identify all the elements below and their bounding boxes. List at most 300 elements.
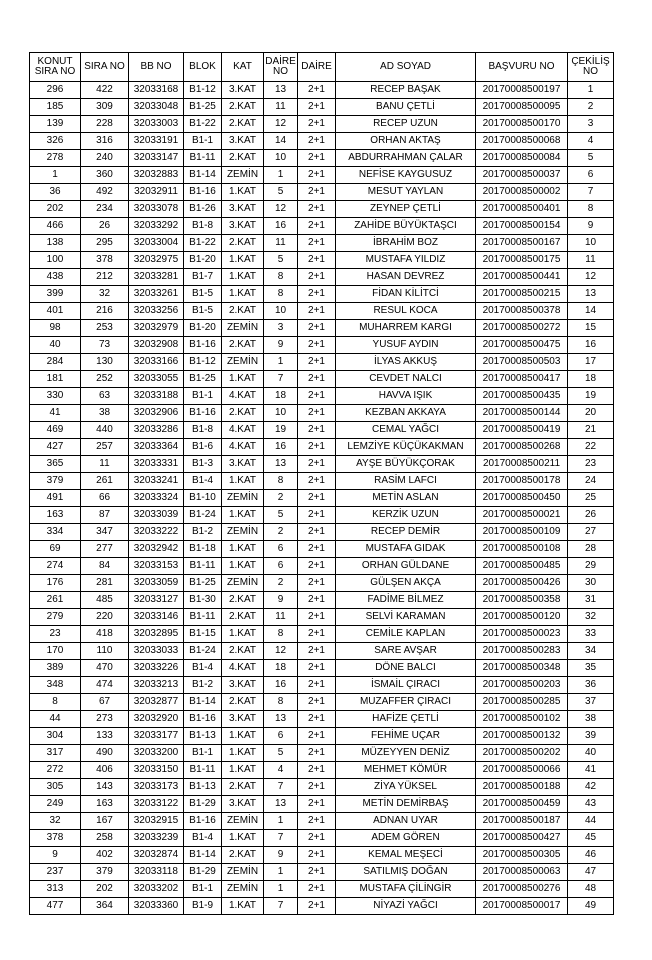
basvuru-no-cell: 20170008500441	[476, 269, 568, 286]
daire-no-cell: 18	[264, 388, 298, 405]
bb-no-cell: 32033146	[129, 609, 184, 626]
sira-no-cell: 258	[81, 830, 129, 847]
cekilis-no-cell: 3	[568, 116, 614, 133]
daire-cell: 2+1	[298, 439, 336, 456]
bb-no-cell: 32033226	[129, 660, 184, 677]
cekilis-no-cell: 44	[568, 813, 614, 830]
table-row	[30, 252, 614, 269]
kat-cell: 3.KAT	[222, 456, 264, 473]
bb-no-cell: 32033147	[129, 150, 184, 167]
konut-sira-no-cell: 98	[30, 320, 81, 337]
basvuru-no-cell: 20170008500426	[476, 575, 568, 592]
daire-cell: 2+1	[298, 796, 336, 813]
sira-no-cell: 309	[81, 99, 129, 116]
table-row	[30, 796, 614, 813]
konut-sira-no-cell: 163	[30, 507, 81, 524]
table-row	[30, 660, 614, 677]
blok-cell: B1-8	[184, 422, 222, 439]
sira-no-cell: 252	[81, 371, 129, 388]
table-row	[30, 609, 614, 626]
konut-sira-no-cell: 9	[30, 847, 81, 864]
sira-no-cell: 277	[81, 541, 129, 558]
header-daire: DAİRE	[298, 53, 336, 82]
daire-cell: 2+1	[298, 881, 336, 898]
daire-cell: 2+1	[298, 133, 336, 150]
konut-sira-no-cell: 139	[30, 116, 81, 133]
konut-sira-no-cell: 44	[30, 711, 81, 728]
sira-no-cell: 130	[81, 354, 129, 371]
ad-soyad-cell: ORHAN GÜLDANE	[336, 558, 476, 575]
table-row	[30, 116, 614, 133]
header-daire-no: DAİRE NO	[264, 53, 298, 82]
sira-no-cell: 212	[81, 269, 129, 286]
bb-no-cell: 32033191	[129, 133, 184, 150]
table-row	[30, 643, 614, 660]
blok-cell: B1-20	[184, 320, 222, 337]
cekilis-no-cell: 24	[568, 473, 614, 490]
ad-soyad-cell: MUHARREM KARGI	[336, 320, 476, 337]
daire-no-cell: 7	[264, 898, 298, 915]
bb-no-cell: 32033048	[129, 99, 184, 116]
table-row	[30, 541, 614, 558]
konut-sira-no-cell: 378	[30, 830, 81, 847]
cekilis-no-cell: 10	[568, 235, 614, 252]
cekilis-no-cell: 38	[568, 711, 614, 728]
cekilis-no-cell: 47	[568, 864, 614, 881]
konut-sira-no-cell: 36	[30, 184, 81, 201]
kat-cell: 2.KAT	[222, 99, 264, 116]
blok-cell: B1-1	[184, 388, 222, 405]
bb-no-cell: 32033324	[129, 490, 184, 507]
daire-cell: 2+1	[298, 167, 336, 184]
kat-cell: 1.KAT	[222, 473, 264, 490]
basvuru-no-cell: 20170008500459	[476, 796, 568, 813]
basvuru-no-cell: 20170008500109	[476, 524, 568, 541]
blok-cell: B1-16	[184, 405, 222, 422]
ad-soyad-cell: RECEP UZUN	[336, 116, 476, 133]
konut-sira-no-cell: 185	[30, 99, 81, 116]
basvuru-no-cell: 20170008500068	[476, 133, 568, 150]
kat-cell: 1.KAT	[222, 371, 264, 388]
cekilis-no-cell: 5	[568, 150, 614, 167]
bb-no-cell: 32033118	[129, 864, 184, 881]
bb-no-cell: 32033153	[129, 558, 184, 575]
basvuru-no-cell: 20170008500023	[476, 626, 568, 643]
daire-cell: 2+1	[298, 558, 336, 575]
blok-cell: B1-7	[184, 269, 222, 286]
ad-soyad-cell: KERZİK UZUN	[336, 507, 476, 524]
header-kat: KAT	[222, 53, 264, 82]
ad-soyad-cell: İBRAHİM BOZ	[336, 235, 476, 252]
konut-sira-no-cell: 313	[30, 881, 81, 898]
sira-no-cell: 253	[81, 320, 129, 337]
bb-no-cell: 32033166	[129, 354, 184, 371]
daire-no-cell: 7	[264, 371, 298, 388]
basvuru-no-cell: 20170008500102	[476, 711, 568, 728]
bb-no-cell: 32033188	[129, 388, 184, 405]
basvuru-no-cell: 20170008500202	[476, 745, 568, 762]
basvuru-no-cell: 20170008500154	[476, 218, 568, 235]
ad-soyad-cell: MUSTAFA YILDIZ	[336, 252, 476, 269]
kat-cell: 1.KAT	[222, 728, 264, 745]
daire-no-cell: 12	[264, 643, 298, 660]
konut-sira-no-cell: 438	[30, 269, 81, 286]
basvuru-no-cell: 20170008500066	[476, 762, 568, 779]
kat-cell: 1.KAT	[222, 541, 264, 558]
bb-no-cell: 32033004	[129, 235, 184, 252]
basvuru-no-cell: 20170008500084	[476, 150, 568, 167]
table-row	[30, 201, 614, 218]
konut-sira-no-cell: 304	[30, 728, 81, 745]
table-row	[30, 422, 614, 439]
header-cekilis-no: ÇEKİLİŞ NO	[568, 53, 614, 82]
ad-soyad-cell: FEHİME UÇAR	[336, 728, 476, 745]
cekilis-no-cell: 34	[568, 643, 614, 660]
cekilis-no-cell: 18	[568, 371, 614, 388]
bb-no-cell: 32032883	[129, 167, 184, 184]
table-row	[30, 677, 614, 694]
daire-cell: 2+1	[298, 235, 336, 252]
daire-no-cell: 1	[264, 167, 298, 184]
daire-cell: 2+1	[298, 541, 336, 558]
blok-cell: B1-15	[184, 626, 222, 643]
daire-no-cell: 2	[264, 490, 298, 507]
konut-sira-no-cell: 202	[30, 201, 81, 218]
sira-no-cell: 240	[81, 150, 129, 167]
daire-cell: 2+1	[298, 524, 336, 541]
kat-cell: 2.KAT	[222, 592, 264, 609]
cekilis-no-cell: 22	[568, 439, 614, 456]
kat-cell: 2.KAT	[222, 235, 264, 252]
daire-no-cell: 2	[264, 524, 298, 541]
daire-no-cell: 9	[264, 847, 298, 864]
bb-no-cell: 32033200	[129, 745, 184, 762]
table-body	[30, 82, 614, 915]
blok-cell: B1-16	[184, 337, 222, 354]
daire-no-cell: 4	[264, 762, 298, 779]
bb-no-cell: 32033033	[129, 643, 184, 660]
daire-cell: 2+1	[298, 711, 336, 728]
blok-cell: B1-11	[184, 558, 222, 575]
basvuru-no-cell: 20170008500203	[476, 677, 568, 694]
ad-soyad-cell: KEMAL MEŞECİ	[336, 847, 476, 864]
konut-sira-no-cell: 261	[30, 592, 81, 609]
ad-soyad-cell: DÖNE BALCI	[336, 660, 476, 677]
ad-soyad-cell: METİN DEMİRBAŞ	[336, 796, 476, 813]
blok-cell: B1-25	[184, 99, 222, 116]
blok-cell: B1-20	[184, 252, 222, 269]
blok-cell: B1-14	[184, 847, 222, 864]
sira-no-cell: 67	[81, 694, 129, 711]
daire-cell: 2+1	[298, 422, 336, 439]
kat-cell: 3.KAT	[222, 677, 264, 694]
basvuru-no-cell: 20170008500215	[476, 286, 568, 303]
basvuru-no-cell: 20170008500475	[476, 337, 568, 354]
table-row	[30, 320, 614, 337]
blok-cell: B1-4	[184, 830, 222, 847]
daire-cell: 2+1	[298, 184, 336, 201]
daire-cell: 2+1	[298, 388, 336, 405]
basvuru-no-cell: 20170008500175	[476, 252, 568, 269]
daire-cell: 2+1	[298, 898, 336, 915]
bb-no-cell: 32033059	[129, 575, 184, 592]
ad-soyad-cell: İLYAS AKKUŞ	[336, 354, 476, 371]
ad-soyad-cell: CEVDET NALCI	[336, 371, 476, 388]
header-basvuru-no: BAŞVURU NO	[476, 53, 568, 82]
daire-no-cell: 13	[264, 456, 298, 473]
ad-soyad-cell: MUSTAFA GIDAK	[336, 541, 476, 558]
table-row	[30, 728, 614, 745]
kat-cell: ZEMİN	[222, 354, 264, 371]
blok-cell: B1-25	[184, 371, 222, 388]
ad-soyad-cell: FİDAN KİLİTCİ	[336, 286, 476, 303]
blok-cell: B1-8	[184, 218, 222, 235]
table-row	[30, 881, 614, 898]
cekilis-no-cell: 36	[568, 677, 614, 694]
bb-no-cell: 32033239	[129, 830, 184, 847]
table-row	[30, 490, 614, 507]
sira-no-cell: 360	[81, 167, 129, 184]
blok-cell: B1-13	[184, 728, 222, 745]
ad-soyad-cell: SELVİ KARAMAN	[336, 609, 476, 626]
daire-cell: 2+1	[298, 864, 336, 881]
konut-sira-no-cell: 379	[30, 473, 81, 490]
sira-no-cell: 167	[81, 813, 129, 830]
ad-soyad-cell: MUSTAFA ÇİLİNGİR	[336, 881, 476, 898]
cekilis-no-cell: 49	[568, 898, 614, 915]
konut-sira-no-cell: 32	[30, 813, 81, 830]
table-row	[30, 762, 614, 779]
bb-no-cell: 32033261	[129, 286, 184, 303]
cekilis-no-cell: 16	[568, 337, 614, 354]
ad-soyad-cell: NEFİSE KAYGUSUZ	[336, 167, 476, 184]
cekilis-no-cell: 12	[568, 269, 614, 286]
kat-cell: 1.KAT	[222, 184, 264, 201]
daire-no-cell: 8	[264, 473, 298, 490]
konut-sira-no-cell: 427	[30, 439, 81, 456]
konut-sira-no-cell: 69	[30, 541, 81, 558]
sira-no-cell: 87	[81, 507, 129, 524]
basvuru-no-cell: 20170008500002	[476, 184, 568, 201]
table-row	[30, 830, 614, 847]
blok-cell: B1-2	[184, 677, 222, 694]
daire-cell: 2+1	[298, 830, 336, 847]
cekilis-no-cell: 8	[568, 201, 614, 218]
konut-sira-no-cell: 170	[30, 643, 81, 660]
basvuru-no-cell: 20170008500503	[476, 354, 568, 371]
konut-sira-no-cell: 23	[30, 626, 81, 643]
bb-no-cell: 32032877	[129, 694, 184, 711]
cekilis-no-cell: 4	[568, 133, 614, 150]
daire-no-cell: 6	[264, 541, 298, 558]
basvuru-no-cell: 20170008500435	[476, 388, 568, 405]
sira-no-cell: 492	[81, 184, 129, 201]
table-row	[30, 456, 614, 473]
kat-cell: 3.KAT	[222, 711, 264, 728]
cekilis-no-cell: 40	[568, 745, 614, 762]
basvuru-no-cell: 20170008500021	[476, 507, 568, 524]
bb-no-cell: 32032975	[129, 252, 184, 269]
daire-cell: 2+1	[298, 320, 336, 337]
sira-no-cell: 490	[81, 745, 129, 762]
daire-no-cell: 6	[264, 558, 298, 575]
daire-cell: 2+1	[298, 337, 336, 354]
blok-cell: B1-13	[184, 779, 222, 796]
daire-no-cell: 16	[264, 439, 298, 456]
konut-sira-no-cell: 305	[30, 779, 81, 796]
sira-no-cell: 38	[81, 405, 129, 422]
kat-cell: ZEMİN	[222, 864, 264, 881]
cekilis-no-cell: 33	[568, 626, 614, 643]
ad-soyad-cell: MUZAFFER ÇIRACI	[336, 694, 476, 711]
table-row	[30, 354, 614, 371]
table-row	[30, 150, 614, 167]
lottery-results-table	[29, 52, 614, 915]
blok-cell: B1-12	[184, 82, 222, 99]
sira-no-cell: 378	[81, 252, 129, 269]
bb-no-cell: 32033364	[129, 439, 184, 456]
kat-cell: 1.KAT	[222, 898, 264, 915]
blok-cell: B1-29	[184, 796, 222, 813]
table-row	[30, 439, 614, 456]
cekilis-no-cell: 1	[568, 82, 614, 99]
ad-soyad-cell: MÜZEYYEN DENİZ	[336, 745, 476, 762]
document-page	[29, 52, 614, 915]
kat-cell: 2.KAT	[222, 405, 264, 422]
ad-soyad-cell: KEZBAN AKKAYA	[336, 405, 476, 422]
sira-no-cell: 202	[81, 881, 129, 898]
ad-soyad-cell: İSMAİL ÇIRACI	[336, 677, 476, 694]
sira-no-cell: 422	[81, 82, 129, 99]
header-sira-no: SIRA NO	[81, 53, 129, 82]
daire-no-cell: 11	[264, 99, 298, 116]
basvuru-no-cell: 20170008500285	[476, 694, 568, 711]
ad-soyad-cell: BANU ÇETLİ	[336, 99, 476, 116]
basvuru-no-cell: 20170008500197	[476, 82, 568, 99]
daire-cell: 2+1	[298, 847, 336, 864]
blok-cell: B1-14	[184, 694, 222, 711]
daire-no-cell: 18	[264, 660, 298, 677]
konut-sira-no-cell: 100	[30, 252, 81, 269]
ad-soyad-cell: RASİM LAFCI	[336, 473, 476, 490]
table-row	[30, 575, 614, 592]
daire-no-cell: 10	[264, 303, 298, 320]
basvuru-no-cell: 20170008500178	[476, 473, 568, 490]
konut-sira-no-cell: 1	[30, 167, 81, 184]
basvuru-no-cell: 20170008500417	[476, 371, 568, 388]
blok-cell: B1-29	[184, 864, 222, 881]
konut-sira-no-cell: 389	[30, 660, 81, 677]
bb-no-cell: 32032915	[129, 813, 184, 830]
table-row	[30, 694, 614, 711]
cekilis-no-cell: 25	[568, 490, 614, 507]
basvuru-no-cell: 20170008500120	[476, 609, 568, 626]
ad-soyad-cell: ORHAN AKTAŞ	[336, 133, 476, 150]
table-row	[30, 337, 614, 354]
bb-no-cell: 32033331	[129, 456, 184, 473]
konut-sira-no-cell: 477	[30, 898, 81, 915]
basvuru-no-cell: 20170008500268	[476, 439, 568, 456]
konut-sira-no-cell: 491	[30, 490, 81, 507]
bb-no-cell: 32033286	[129, 422, 184, 439]
daire-no-cell: 9	[264, 337, 298, 354]
daire-no-cell: 10	[264, 405, 298, 422]
daire-cell: 2+1	[298, 456, 336, 473]
table-row	[30, 813, 614, 830]
konut-sira-no-cell: 237	[30, 864, 81, 881]
header-blok: BLOK	[184, 53, 222, 82]
table-row	[30, 898, 614, 915]
blok-cell: B1-1	[184, 745, 222, 762]
cekilis-no-cell: 32	[568, 609, 614, 626]
cekilis-no-cell: 46	[568, 847, 614, 864]
blok-cell: B1-11	[184, 150, 222, 167]
cekilis-no-cell: 15	[568, 320, 614, 337]
ad-soyad-cell: CEMAL YAĞCI	[336, 422, 476, 439]
cekilis-no-cell: 31	[568, 592, 614, 609]
konut-sira-no-cell: 278	[30, 150, 81, 167]
kat-cell: 2.KAT	[222, 303, 264, 320]
table-row	[30, 847, 614, 864]
basvuru-no-cell: 20170008500211	[476, 456, 568, 473]
bb-no-cell: 32033213	[129, 677, 184, 694]
daire-no-cell: 14	[264, 133, 298, 150]
blok-cell: B1-12	[184, 354, 222, 371]
sira-no-cell: 228	[81, 116, 129, 133]
kat-cell: 1.KAT	[222, 830, 264, 847]
daire-no-cell: 19	[264, 422, 298, 439]
ad-soyad-cell: HAFİZE ÇETLİ	[336, 711, 476, 728]
basvuru-no-cell: 20170008500283	[476, 643, 568, 660]
bb-no-cell: 32033003	[129, 116, 184, 133]
ad-soyad-cell: METİN ASLAN	[336, 490, 476, 507]
table-row	[30, 218, 614, 235]
daire-cell: 2+1	[298, 201, 336, 218]
konut-sira-no-cell: 8	[30, 694, 81, 711]
table-row	[30, 371, 614, 388]
basvuru-no-cell: 20170008500108	[476, 541, 568, 558]
blok-cell: B1-11	[184, 609, 222, 626]
cekilis-no-cell: 39	[568, 728, 614, 745]
kat-cell: ZEMİN	[222, 881, 264, 898]
kat-cell: 2.KAT	[222, 847, 264, 864]
bb-no-cell: 32032942	[129, 541, 184, 558]
konut-sira-no-cell: 40	[30, 337, 81, 354]
daire-cell: 2+1	[298, 473, 336, 490]
basvuru-no-cell: 20170008500095	[476, 99, 568, 116]
blok-cell: B1-30	[184, 592, 222, 609]
kat-cell: 2.KAT	[222, 116, 264, 133]
daire-no-cell: 3	[264, 320, 298, 337]
kat-cell: ZEMİN	[222, 524, 264, 541]
konut-sira-no-cell: 466	[30, 218, 81, 235]
basvuru-no-cell: 20170008500276	[476, 881, 568, 898]
konut-sira-no-cell: 317	[30, 745, 81, 762]
sira-no-cell: 84	[81, 558, 129, 575]
daire-cell: 2+1	[298, 303, 336, 320]
konut-sira-no-cell: 138	[30, 235, 81, 252]
daire-cell: 2+1	[298, 150, 336, 167]
basvuru-no-cell: 20170008500378	[476, 303, 568, 320]
bb-no-cell: 32033222	[129, 524, 184, 541]
ad-soyad-cell: YUSUF AYDIN	[336, 337, 476, 354]
daire-cell: 2+1	[298, 677, 336, 694]
sira-no-cell: 73	[81, 337, 129, 354]
table-row	[30, 235, 614, 252]
basvuru-no-cell: 20170008500037	[476, 167, 568, 184]
bb-no-cell: 32033177	[129, 728, 184, 745]
basvuru-no-cell: 20170008500017	[476, 898, 568, 915]
